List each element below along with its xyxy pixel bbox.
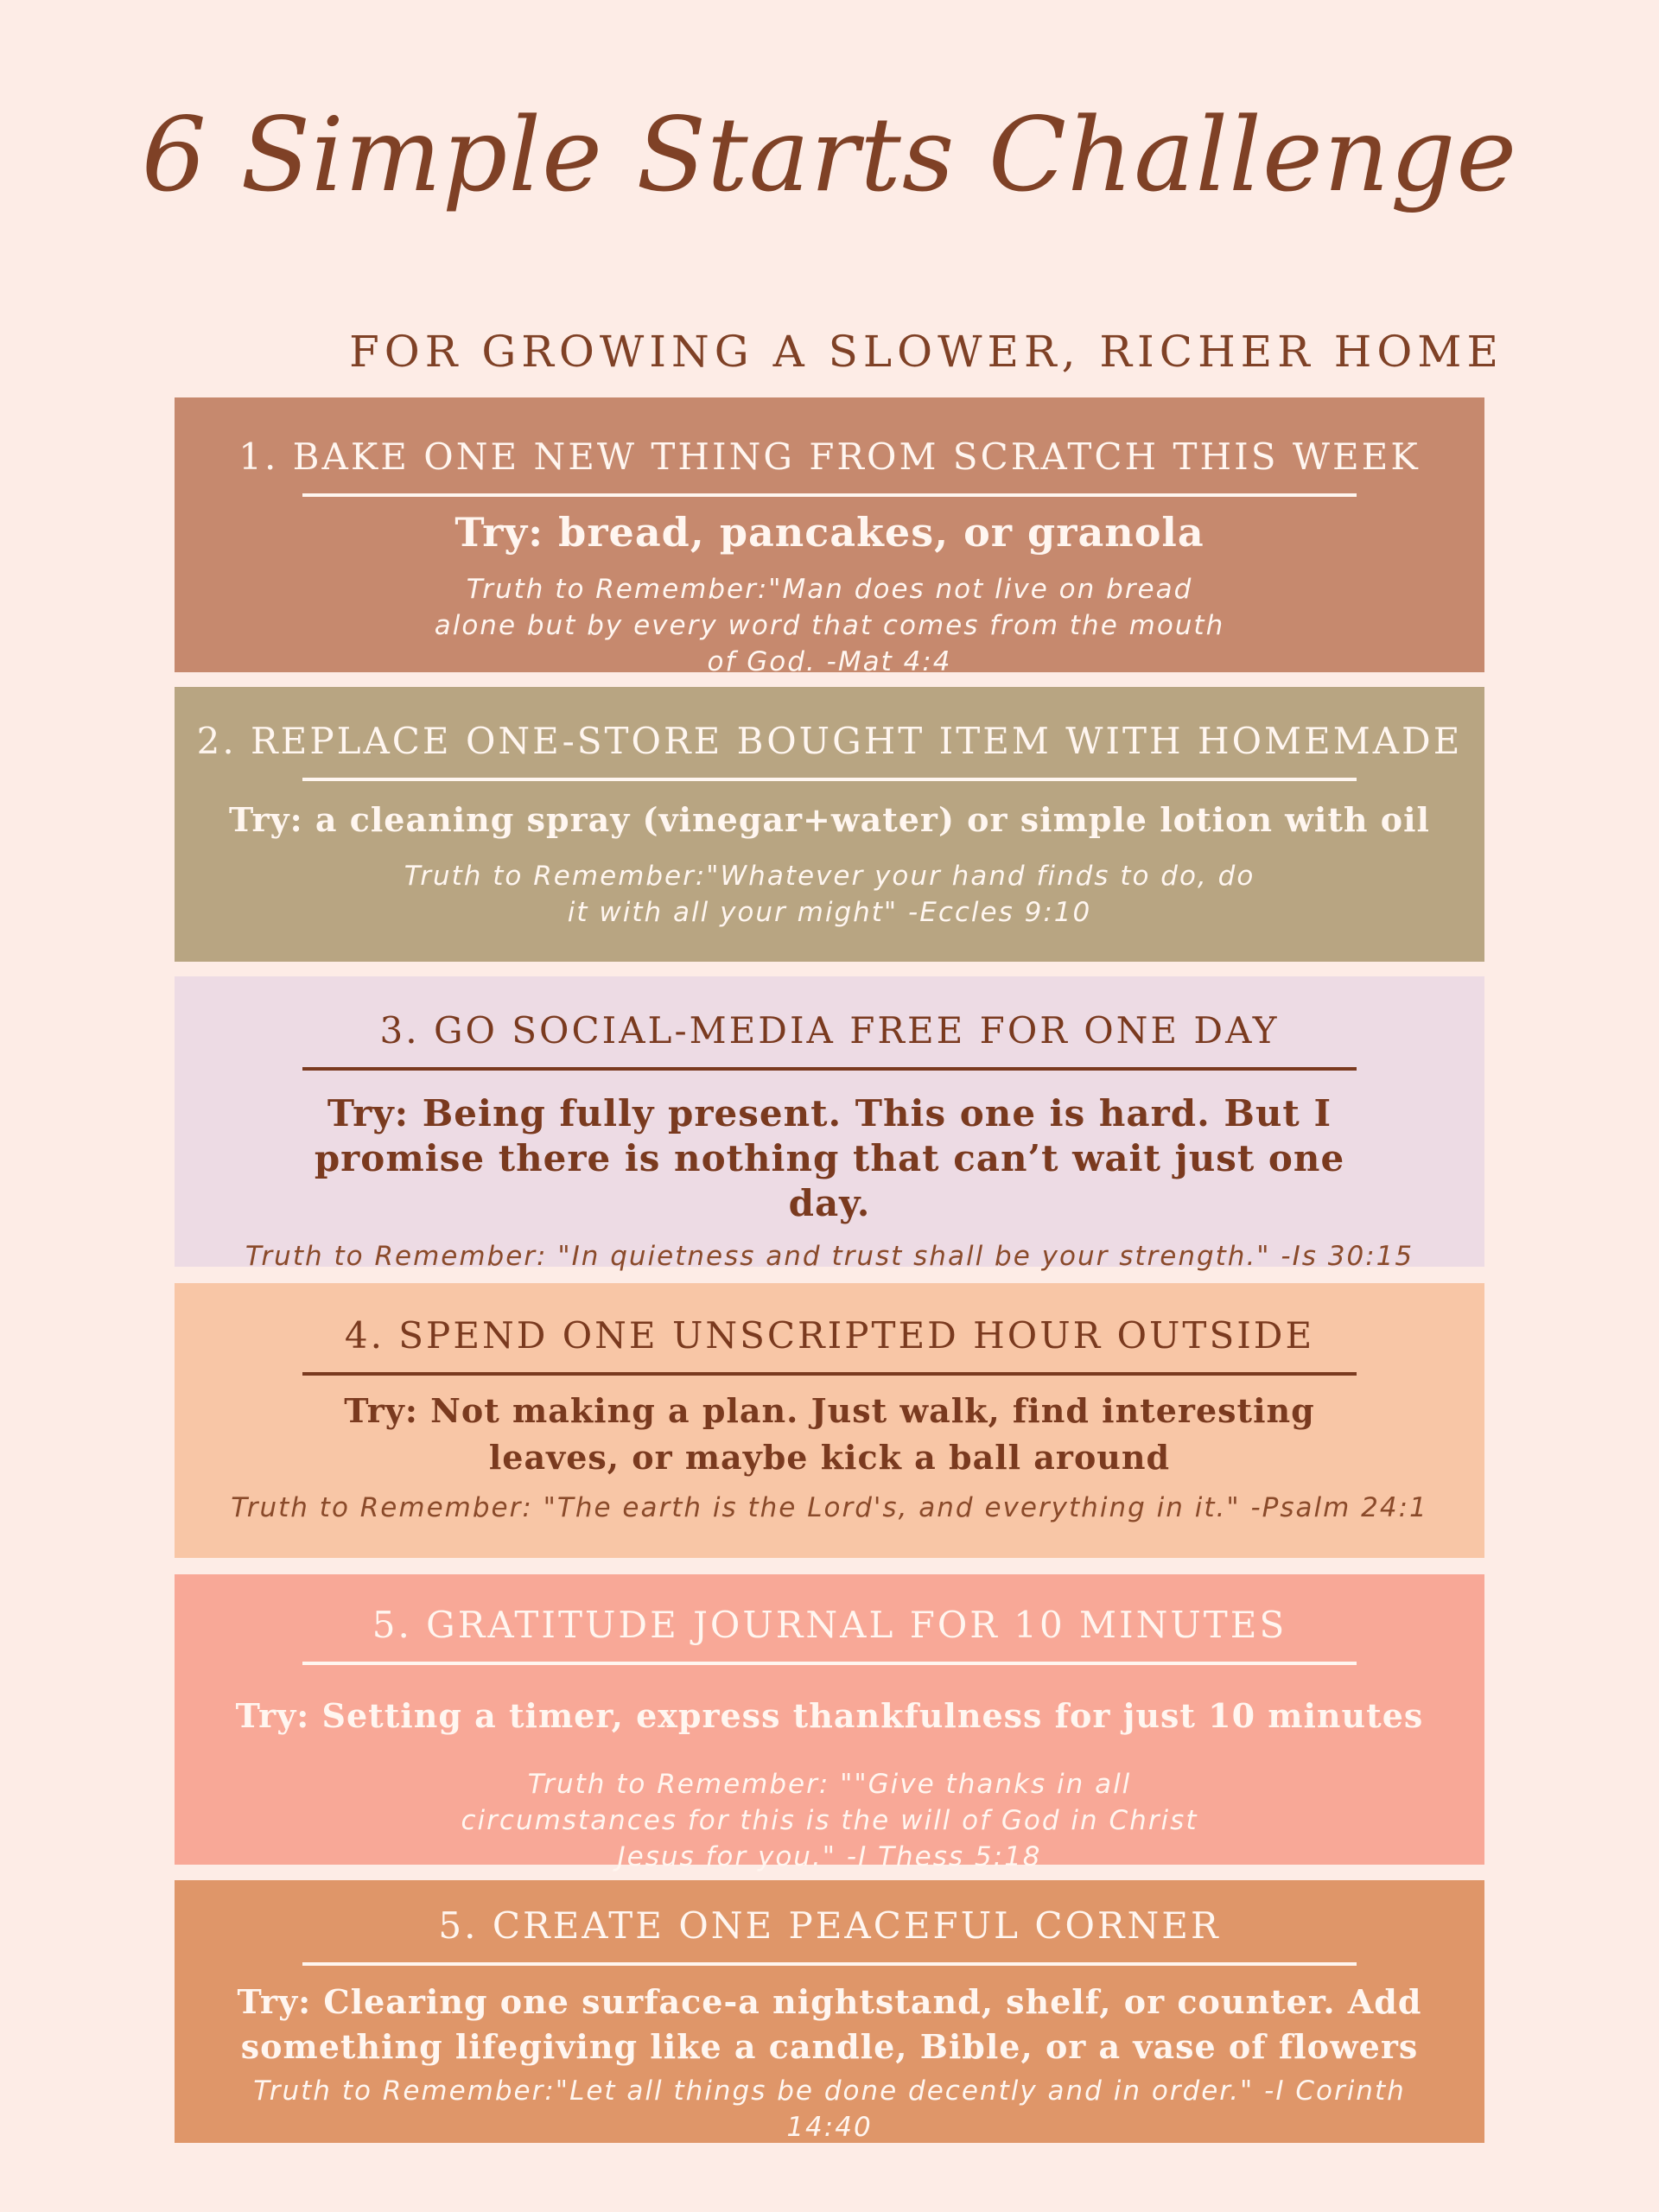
challenge-truth: Truth to Remember: "The earth is the Lord's, and everything in it." -Psalm 24:1 xyxy=(231,1492,1428,1523)
challenge-card-6 xyxy=(175,1880,1484,2143)
challenge-heading: 3. GO SOCIAL-MEDIA FREE FOR ONE DAY xyxy=(379,1009,1280,1052)
challenge-heading: 2. REPLACE ONE-STORE BOUGHT ITEM WITH HOMEMADE xyxy=(196,720,1463,762)
challenge-heading: 4. SPEND ONE UNSCRIPTED HOUR OUTSIDE xyxy=(344,1314,1315,1357)
challenge-try: Try: bread, pancakes, or granola xyxy=(454,509,1205,556)
challenge-card-1 xyxy=(175,397,1484,677)
challenge-try: Try: a cleaning spray (vinegar+water) or simple lotion with oil xyxy=(229,800,1430,839)
divider xyxy=(302,493,1357,497)
challenge-heading: 1. BAKE ONE NEW THING FROM SCRATCH THIS WEEK xyxy=(238,435,1421,478)
challenge-card-2 xyxy=(175,687,1484,962)
divider xyxy=(302,778,1357,781)
challenge-truth: Truth to Remember: "In quietness and trust shall be your strength." -Is 30:15 xyxy=(245,1241,1414,1272)
divider xyxy=(302,1662,1357,1665)
challenge-card-4 xyxy=(175,1283,1484,1558)
challenge-card-3 xyxy=(175,976,1484,1272)
divider xyxy=(302,1962,1357,1966)
divider xyxy=(302,1372,1357,1376)
challenge-try: Try: Not making a plan. Just walk, find interesting leaves, or maybe kick a ball around xyxy=(344,1391,1315,1477)
challenge-try: Try: Setting a timer, express thankfulness for just 10 minutes xyxy=(235,1696,1424,1735)
challenge-try: Try: Clearing one surface-a nightstand, shelf, or counter. Add something lifegiving like a candle, Bible, or a vase of flowers xyxy=(237,1982,1422,2066)
challenge-truth: Truth to Remember:"Man does not live on bread alone but by every word that comes from the mouth of God. -Mat 4:4 xyxy=(434,574,1225,677)
challenge-heading: 5. CREATE ONE PEACEFUL CORNER xyxy=(438,1904,1221,1947)
challenge-truth: Truth to Remember:"Whatever your hand finds to do, do it with all your might" -Eccles 9:10 xyxy=(404,861,1255,928)
divider xyxy=(302,1067,1357,1071)
page-subtitle: FOR GROWING A SLOWER, RICHER HOME xyxy=(349,327,1503,377)
page-title: 6 Simple Starts Challenge xyxy=(141,95,1518,214)
challenge-truth: Truth to Remember: ""Give thanks in all circumstances for this is the will of God in Christ Jesus for you." -I Thess 5:18 xyxy=(461,1769,1198,1872)
challenge-card-5 xyxy=(175,1574,1484,1872)
challenge-try: Try: Being fully present. This one is hard. But I promise there is nothing that can’t wait just one day. xyxy=(314,1092,1345,1224)
challenge-truth: Truth to Remember:"Let all things be done decently and in order." -I Corinth 14:40 xyxy=(253,2075,1406,2143)
challenge-heading: 5. GRATITUDE JOURNAL FOR 10 MINUTES xyxy=(372,1604,1287,1646)
